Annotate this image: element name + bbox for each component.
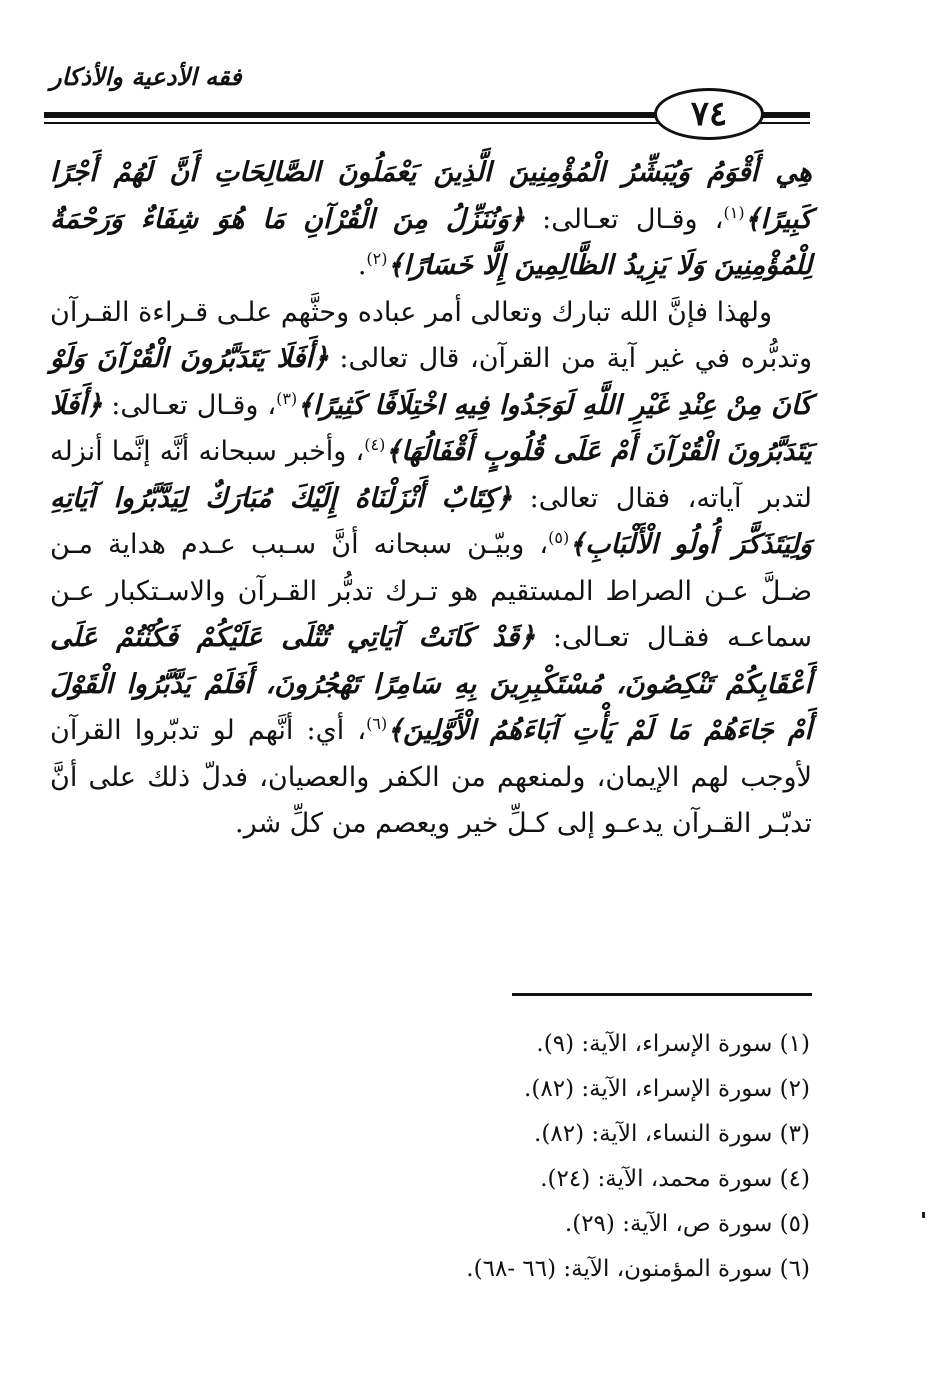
quran-verse: ﴿أَفَلَا يَتَدَبَّرُونَ الْقُرْآنَ وَلَوْ كَانَ مِنْ عِنْدِ غَيْرِ اللَّهِ لَوَجَدُوا فِيهِ اخْتِلَافًا كَثِيرًا﴾: [50, 343, 812, 421]
footnote-6: (٦) سورة المؤمنون، الآية: (٦٦ -٦٨).: [466, 1256, 810, 1282]
body-span: ، وقـال تعـالى:: [524, 203, 724, 235]
footnote-4: (٤) سورة محمد، الآية: (٢٤).: [540, 1166, 810, 1192]
footnote-ref-6: (٦): [366, 714, 388, 733]
running-title: فقه الأدعية والأذكار: [50, 62, 242, 91]
paragraph-2: [50, 290, 812, 848]
quran-verse: ﴿وَنُنَزِّلُ مِنَ الْقُرْآنِ مَا هُوَ شِفَاءٌ وَرَحْمَةٌ لِلْمُؤْمِنِينَ وَلَا يَزِيدُ الظَّالِمِينَ إِلَّا خَسَارًا﴾: [50, 203, 812, 281]
footnotes: [300, 1022, 810, 1292]
body-span: ، وقـال تعـالى:: [102, 389, 277, 421]
body-span: ، وبيّـن سبحانه أنَّ سـبب عـدم هداية مـن ضـلَّ عـن الصراط المستقيم هو تـرك تدبُّر القـرآن والاسـتكبار عـن سماعـه فقـال تعـالى:: [50, 529, 812, 653]
body-span: ولهذا فإنَّ الله تبارك وتعالى أمر عباده وحثَّهم علـى قـراءة القـرآن وتدبُّره في غير آية من القرآن، قال تعالى:: [50, 296, 812, 374]
footnote-ref-3: (٣): [276, 388, 298, 408]
footnote-ref-4: (٤): [364, 435, 386, 454]
footnote-ref-1: (١): [723, 202, 745, 222]
body-span: ، وأخبر سبحانه أنَّه إنَّما أنزله لتدبر آياته، فقال تعالى:: [50, 436, 812, 514]
footnote-rule: [512, 993, 812, 996]
quran-verse: ﴿قَدْ كَانَتْ آيَاتِي تُتْلَى عَلَيْكُمْ فَكُنْتُمْ عَلَى أَعْقَابِكُمْ تَنْكِصُونَ، مُسْتَكْبِرِينَ بِهِ سَامِرًا تَهْجُرُونَ، أَفَلَمْ يَدَّبَّرُوا الْقَوْلَ أَمْ جَاءَهُمْ مَا لَمْ يَأْتِ آبَاءَهُمُ الْأَوَّلِينَ﴾: [50, 622, 812, 746]
footnote-3: (٣) سورة النساء، الآية: (٨٢).: [534, 1121, 810, 1147]
footnote-ref-5: (٥): [548, 528, 570, 547]
quran-verse: ﴿أَفَلَا يَتَدَبَّرُونَ الْقُرْآنَ أَمْ عَلَى قُلُوبٍ أَقْفَالُهَا﴾: [50, 389, 812, 467]
body-span: ، أي: أنَّهم لو تدبّروا القرآن لأوجب لهم الإيمان، ولمنعهم من الكفر والعصيان، فدلّ ذلك على أنَّ تدبّـر القـرآن يدعـو إلى كـلِّ خير ويعصم من كلِّ شر.: [50, 715, 812, 839]
body-span: .: [357, 250, 367, 281]
body-text: [50, 150, 812, 848]
paragraph-1: [50, 150, 812, 290]
scan-mark: [922, 1212, 925, 1218]
footnote-5: (٥) سورة ص، الآية: (٢٩).: [564, 1211, 810, 1237]
footnote-1: (١) سورة الإسراء، الآية: (٩).: [536, 1031, 810, 1057]
page-number: ٧٤: [654, 88, 764, 140]
footnote-2: (٢) سورة الإسراء، الآية: (٨٢).: [524, 1076, 810, 1102]
quran-verse: ﴿كِتَابٌ أَنْزَلْنَاهُ إِلَيْكَ مُبَارَكٌ لِيَدَّبَّرُوا آيَاتِهِ وَلِيَتَذَكَّرَ أُولُو الْأَلْبَابِ﴾: [50, 482, 812, 560]
quran-verse: هِي أَقْوَمُ وَيُبَشِّرُ الْمُؤْمِنِينَ الَّذِينَ يَعْمَلُونَ الصَّالِحَاتِ أَنَّ لَهُمْ أَجْرًا كَبِيرًا﴾: [50, 157, 812, 235]
footnote-ref-2: (٢): [366, 249, 388, 268]
